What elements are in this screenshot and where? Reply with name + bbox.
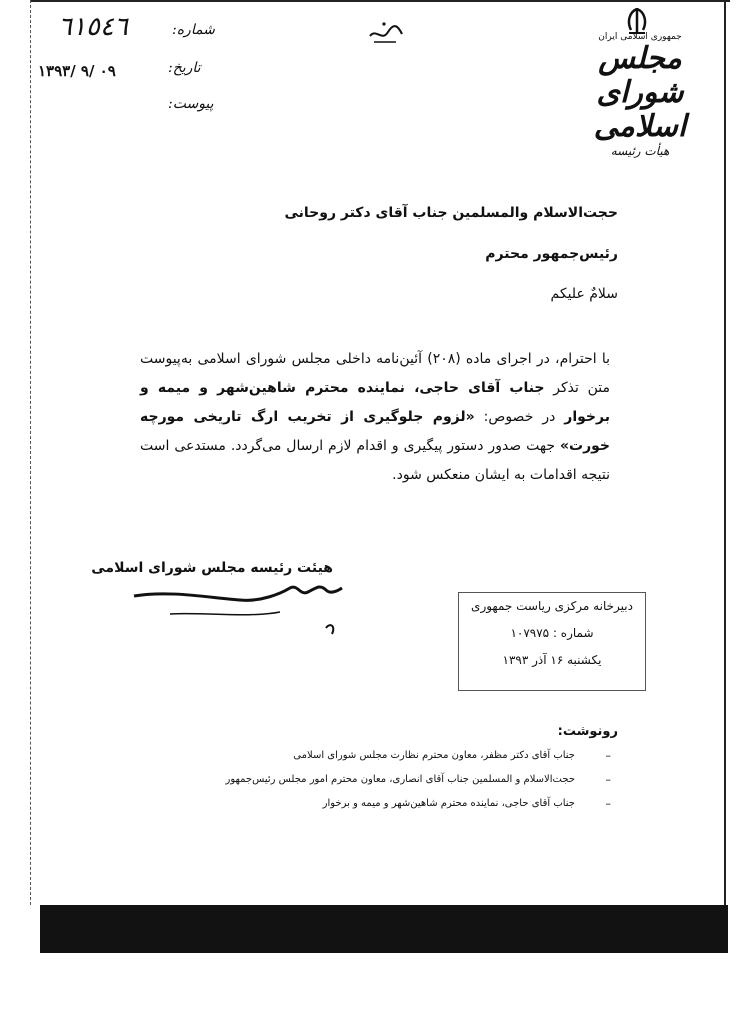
addressee-title: رئیس‌جمهور محترم <box>485 246 618 262</box>
stamp-number: شماره : ۱۰۷۹۷۵ <box>510 626 594 640</box>
signature-title: هیئت رئیسه مجلس شورای اسلامی <box>91 560 333 576</box>
attachment-label: پیوست: <box>168 96 214 112</box>
page-right-edge <box>724 0 726 905</box>
cc-title: رونوشت: <box>557 724 618 739</box>
bismillah-mark <box>366 18 406 48</box>
letter-body <box>140 345 610 490</box>
date-label: تاریخ: <box>168 60 201 76</box>
cc-item: – جناب آقای دکتر مظفر، معاون محترم نظارت مجلس شورای اسلامی <box>293 749 611 762</box>
cc-item-text: حجت‌الاسلام و المسلمین جناب آقای انصاری، معاون محترم امور مجلس رئیس‌جمهور <box>225 774 575 785</box>
org-department: هیأت رئیسه <box>610 144 670 158</box>
stamp-date: یکشنبه ۱۶ آذر ۱۳۹۳ <box>502 653 602 667</box>
page-left-edge <box>30 0 31 905</box>
cc-item: – جناب آقای حاجی، نماینده محترم شاهین‌شهر و میمه و برخوار <box>322 797 611 810</box>
letter-number: ٦١٥٤٦ <box>58 12 128 42</box>
greeting: سلامٌ علیکم <box>550 286 618 302</box>
body-regarding: در خصوص: <box>474 409 565 425</box>
body-intro: با احترام، در اجرای ماده (۲۰۸) آئین‌نامه داخلی مجلس شورای اسلامی به‌پیوست متن تذکر <box>140 351 611 396</box>
number-label: شماره: <box>172 22 215 38</box>
body-subject: «لزوم جلوگیری از تخریب ارگ تاریخی مورچه خورت» <box>140 409 610 454</box>
page-top-edge <box>30 0 730 2</box>
handwritten-signature <box>130 582 350 642</box>
letter-date: ۱۳۹۳/ ۹/ ۰۹ <box>38 62 116 80</box>
cc-item-text: جناب آقای دکتر مظفر، معاون محترم نظارت مجلس شورای اسلامی <box>293 750 575 761</box>
org-country: جمهوری اسلامی ایران <box>598 32 682 42</box>
organization-header <box>565 32 715 158</box>
scan-footer-band <box>40 905 728 953</box>
body-representative: جناب آقای حاجی، نماینده محترم شاهین‌شهر و میمه و برخوار <box>140 380 610 425</box>
registration-stamp <box>458 592 646 691</box>
stamp-office: دبیرخانه مرکزی ریاست جمهوری <box>471 599 633 613</box>
org-name: مجلس شورای اسلامی <box>593 41 687 144</box>
cc-item: – حجت‌الاسلام و المسلمین جناب آقای انصاری، معاون محترم امور مجلس رئیس‌جمهور <box>225 773 611 786</box>
addressee-name: حجت‌الاسلام والمسلمین جناب آقای دکتر روحانی <box>284 205 618 221</box>
cc-list <box>225 744 611 816</box>
cc-item-text: جناب آقای حاجی، نماینده محترم شاهین‌شهر و میمه و برخوار <box>322 798 575 809</box>
body-request: جهت صدور دستور پیگیری و اقدام لازم ارسال می‌گردد. مستدعی است نتیجه اقدامات به ایشان منعکس شود. <box>140 438 610 483</box>
